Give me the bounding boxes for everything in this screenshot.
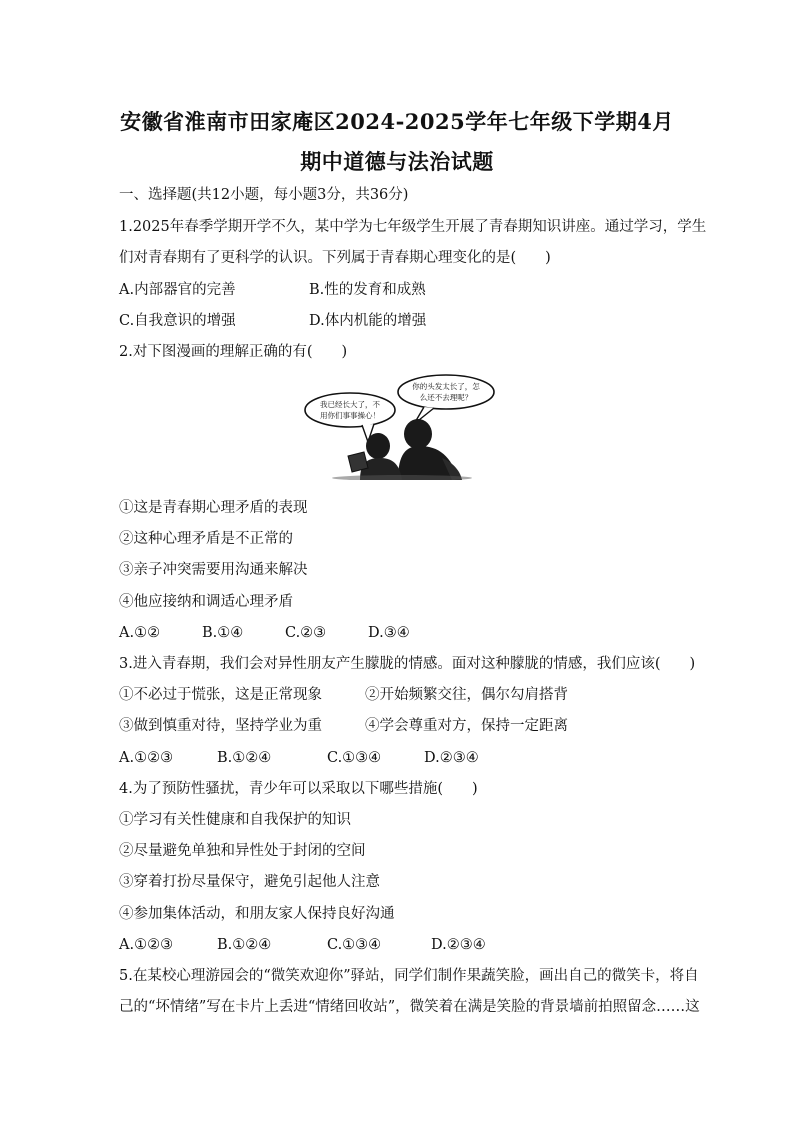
q4-item-4: ④参加集体活动，和朋友家人保持良好沟通: [119, 906, 395, 922]
exam-title-line2: 期中道德与法治试题: [300, 149, 494, 174]
q3-item-4: ④学会尊重对方，保持一定距离: [365, 718, 568, 734]
q2-option-b: B.①④: [202, 625, 244, 641]
right-bubble-text-1: 你的头发太长了，怎: [412, 382, 480, 391]
q2-option-d: D.③④: [368, 625, 410, 641]
q1-stem-line1: 1.2025年春季学期开学不久，某中学为七年级学生开展了青春期知识讲座。通过学习，学生: [119, 219, 707, 235]
q1-option-b: B.性的发育和成熟: [309, 282, 426, 298]
q3-stem: 3.进入青春期，我们会对异性朋友产生朦胧的情感。面对这种朦胧的情感，我们应该( ): [119, 656, 696, 672]
left-bubble-text-1: 我已经长大了，不: [320, 400, 380, 409]
q1-stem-line2: 们对青春期有了更科学的认识。下列属于青春期心理变化的是( ): [119, 250, 551, 266]
q1-option-a: A.内部器官的完善: [119, 282, 236, 298]
q5-stem-line1: 5.在某校心理游园会的“微笑欢迎你”驿站，同学们制作果蔬笑脸，画出自己的微笑卡，将自: [119, 968, 699, 984]
q3-option-d: D.②③④: [424, 750, 479, 766]
q2-option-c: C.②③: [285, 625, 327, 641]
q2-item-1: ①这是青春期心理矛盾的表现: [119, 500, 308, 516]
right-bubble-text-2: 么还不去理呢？: [419, 393, 473, 402]
q3-item-2: ②开始频繁交往，偶尔勾肩搭背: [365, 687, 568, 703]
q4-option-c: C.①③④: [327, 937, 382, 953]
right-speech-bubble: [398, 375, 494, 409]
q3-item-1: ①不必过于慌张，这是正常现象: [119, 687, 322, 703]
q4-item-1: ①学习有关性健康和自我保护的知识: [119, 812, 351, 828]
left-bubble-text-2: 用你们事事操心！: [320, 411, 380, 420]
q1-option-d: D.体内机能的增强: [309, 313, 427, 329]
section-heading: 一、选择题(共12小题，每小题3分，共36分): [119, 187, 409, 203]
q4-stem: 4.为了预防性骚扰，青少年可以采取以下哪些措施( ): [119, 781, 478, 797]
cartoon-illustration: [302, 372, 502, 480]
q2-item-3: ③亲子冲突需要用沟通来解决: [119, 562, 308, 578]
exam-title-line1: 安徽省淮南市田家庵区2024-2025学年七年级下学期4月: [120, 109, 674, 134]
q2-item-4: ④他应接纳和调适心理矛盾: [119, 594, 293, 610]
q5-stem-line2: 己的“坏情绪”写在卡片上丢进“情绪回收站”，微笑着在满是笑脸的背景墙前拍照留念……这: [119, 999, 700, 1015]
q2-option-a: A.①②: [119, 625, 161, 641]
q4-option-d: D.②③④: [431, 937, 486, 953]
q4-item-2: ②尽量避免单独和异性处于封闭的空间: [119, 843, 366, 859]
q2-cartoon: [302, 372, 502, 480]
q4-option-b: B.①②④: [217, 937, 272, 953]
q1-option-c: C.自我意识的增强: [119, 313, 236, 329]
q4-option-a: A.①②③: [119, 937, 174, 953]
left-speech-bubble: [305, 393, 395, 427]
q2-stem: 2.对下图漫画的理解正确的有( ): [119, 344, 348, 360]
q3-option-a: A.①②③: [119, 750, 174, 766]
q2-item-2: ②这种心理矛盾是不正常的: [119, 531, 293, 547]
parent-figure: [398, 419, 462, 480]
q3-option-b: B.①②④: [217, 750, 272, 766]
q3-item-3: ③做到慎重对待，坚持学业为重: [119, 718, 322, 734]
child-figure: [348, 433, 402, 480]
q3-option-c: C.①③④: [327, 750, 382, 766]
q4-item-3: ③穿着打扮尽量保守，避免引起他人注意: [119, 874, 380, 890]
